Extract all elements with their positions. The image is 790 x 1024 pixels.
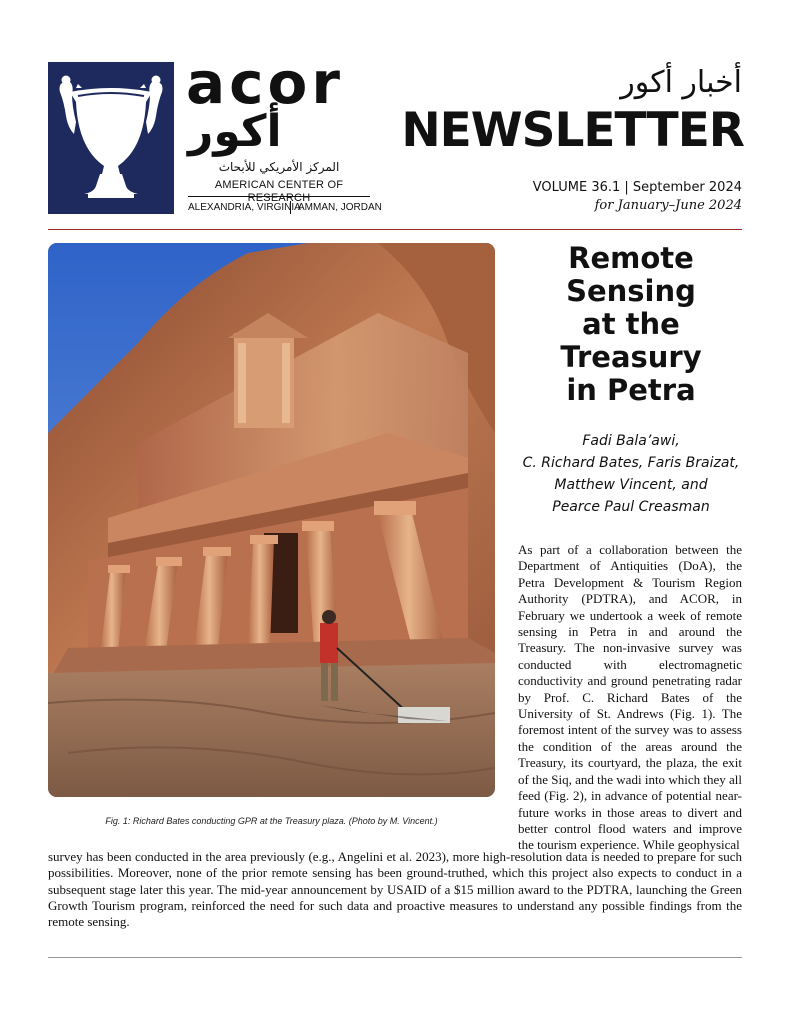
brand-wordmark-latin: acor <box>186 49 344 117</box>
title-line: in Petra <box>566 373 696 407</box>
urn-emblem-icon <box>48 62 174 214</box>
org-name-english: AMERICAN CENTER OF RESEARCH <box>214 179 344 204</box>
title-line: Sensing <box>566 274 696 308</box>
org-divider <box>188 196 370 197</box>
author-line: Fadi Bala’awi, <box>582 433 680 449</box>
location-right: AMMAN, JORDAN <box>298 202 382 213</box>
article-title <box>520 242 742 407</box>
brand-wordmark-arabic: أكور <box>188 106 282 157</box>
article-body-full-width <box>48 849 742 930</box>
body-paragraph: As part of a collaboration between the Department of Antiquities (DoA), the Petra Development & Tourism Region Authority (PDTRA), and ACOR, in February we undertook a week of remote sensing in Petra in and around the Treasury. The non-invasive survey was conducted with electromagnetic conductivity and ground penetrating radar by Prof. C. Richard Bates of the University of St. Andrews (Fig. 1). The foremost intent of the survey was to assess the condition of the areas around the Treasury, its courtyard, the plaza, the exit of the Siq, and the wadi into which they all feed (Fig. 2), in advance of potential near-future works in those areas to divert and better control flood waters and improve the tourism experience. While geophysical <box>518 542 742 853</box>
acor-logo <box>48 62 174 214</box>
body-paragraph-continued: survey has been conducted in the area previously (e.g., Angelini et al. 2023), more high-resolution data is needed to prepare for such possibilities. Moreover, none of the prior remote sensing has been ground-truthed, which this project also expects to conduct in a subsequent stage later this year. The mid-year announcement by USAID of a $15 million award to the PDTRA, launching the Green Growth Tourism program, reinforced the need for such data and proactive measures to understand any possible findings from the remote sensing. <box>48 849 742 930</box>
org-name-arabic: المركز الأمريكي للأبحاث <box>218 160 340 174</box>
article-body-column <box>518 542 742 854</box>
period-line: for January–June 2024 <box>594 198 742 213</box>
photo-caption: Fig. 1: Richard Bates conducting GPR at the Treasury plaza. (Photo by M. Vincent.) <box>105 816 438 826</box>
author-list <box>508 430 754 518</box>
treasury-photo <box>48 243 495 797</box>
location-separator <box>290 201 291 214</box>
location-left: ALEXANDRIA, VIRGINIA <box>188 202 301 213</box>
title-line: Treasury <box>560 340 702 374</box>
author-line: C. Richard Bates, Faris Braizat, <box>522 455 740 471</box>
volume-line: VOLUME 36.1 | September 2024 <box>532 180 742 195</box>
author-line: Pearce Paul Creasman <box>552 499 710 515</box>
author-line: Matthew Vincent, and <box>554 477 708 493</box>
newsletter-title-arabic: أخبار أكور <box>620 65 742 100</box>
footer-divider <box>48 957 742 958</box>
newsletter-title: NEWSLETTER <box>401 103 744 158</box>
title-line: Remote <box>568 241 694 275</box>
header-divider <box>48 229 742 230</box>
title-line: at the <box>582 307 680 341</box>
